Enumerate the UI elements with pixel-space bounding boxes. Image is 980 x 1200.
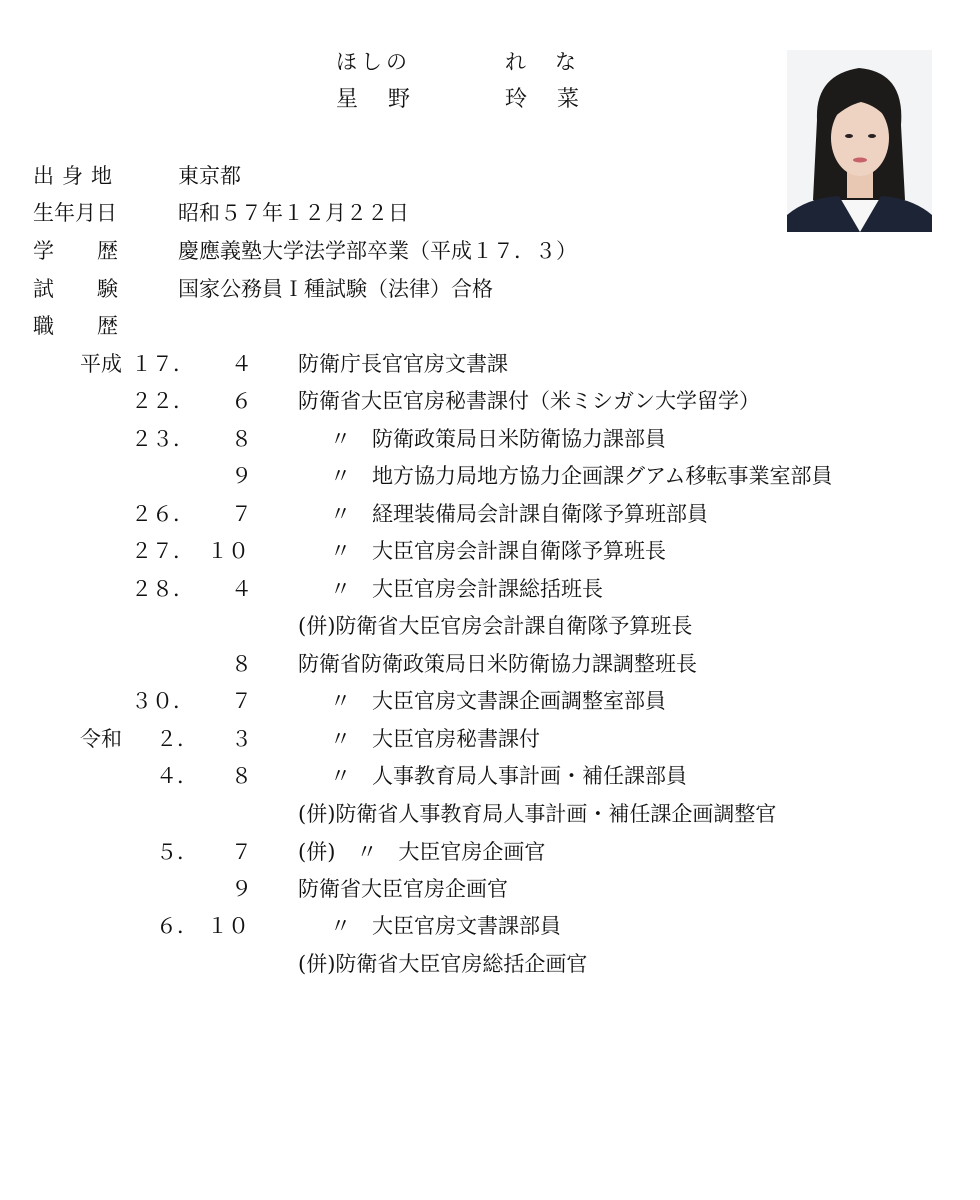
profile-value-education: 慶應義塾大学法学部卒業（平成１７．３）: [178, 239, 577, 263]
career-ditto: 〃: [330, 539, 351, 563]
career-ditto: 〃: [330, 502, 351, 526]
career-era: 令和: [80, 727, 122, 751]
career-month: ８: [231, 652, 252, 676]
career-ditto: 〃: [330, 727, 351, 751]
profile-value-exam: 国家公務員Ｉ種試験（法律）合格: [178, 277, 493, 301]
profile-label-exam: 試 験: [33, 277, 129, 301]
career-text: 大臣官房文書課企画調整室部員: [372, 689, 666, 713]
career-ditto: 〃: [330, 464, 351, 488]
career-ditto: 〃: [330, 427, 351, 451]
profile-value-birthplace: 東京都: [178, 164, 241, 188]
career-month: １０: [207, 914, 249, 938]
career-text: 大臣官房会計課自衛隊予算班長: [372, 539, 666, 563]
career-month: ８: [231, 764, 252, 788]
career-month: ７: [231, 840, 252, 864]
career-text: 防衛省大臣官房企画官: [298, 877, 508, 901]
career-ditto: 〃: [330, 914, 351, 938]
career-text: 大臣官房秘書課付: [372, 727, 540, 751]
profile-label-birthplace: 出身地: [33, 164, 120, 188]
career-year: ２．: [156, 727, 198, 751]
career-text: (併)防衛省人事教育局人事計画・補任課企画調整官: [298, 802, 777, 826]
career-year: １７．: [131, 352, 194, 376]
name-reading-given: れ な: [505, 50, 580, 74]
profile-label-education: 学 歴: [33, 239, 129, 263]
profile-value-birthdate: 昭和５７年１２月２２日: [178, 201, 409, 225]
career-year: ２３．: [131, 427, 194, 451]
career-year: ２８．: [131, 577, 194, 601]
name-reading-family: ほしの: [336, 50, 411, 74]
profile-label-birthdate: 生年月日: [33, 201, 117, 225]
career-year: ３０．: [131, 689, 194, 713]
career-year: ６．: [156, 914, 198, 938]
career-text: 大臣官房会計課総括班長: [372, 577, 603, 601]
career-year: ２２．: [131, 389, 194, 413]
career-year: ２７．: [131, 539, 194, 563]
career-ditto: 〃: [330, 577, 351, 601]
career-text: 防衛省防衛政策局日米防衛協力課調整班長: [298, 652, 697, 676]
career-text: (併)防衛省大臣官房会計課自衛隊予算班長: [298, 614, 693, 638]
name-given: 玲 菜: [505, 87, 584, 112]
career-year: ４．: [156, 764, 198, 788]
career-year: ５．: [156, 840, 198, 864]
career-month: ４: [231, 352, 252, 376]
career-text: (併)防衛省大臣官房総括企画官: [298, 952, 588, 976]
career-month: ６: [231, 389, 252, 413]
career-year: ２６．: [131, 502, 194, 526]
career-text: 人事教育局人事計画・補任課部員: [372, 764, 687, 788]
career-text: 防衛省大臣官房秘書課付（米ミシガン大学留学）: [298, 389, 760, 413]
career-month: ４: [231, 577, 252, 601]
career-month: ９: [231, 877, 252, 901]
career-text: 大臣官房文書課部員: [372, 914, 561, 938]
career-ditto: 〃: [330, 764, 351, 788]
portrait-photo: [787, 50, 932, 232]
career-month: １０: [207, 539, 249, 563]
career-month: ７: [231, 689, 252, 713]
career-text: (併) 〃 大臣官房企画官: [298, 840, 546, 864]
portrait-icon: [787, 50, 932, 232]
career-month: ８: [231, 427, 252, 451]
career-text: 経理装備局会計課自衛隊予算班部員: [372, 502, 708, 526]
career-text: 防衛政策局日米防衛協力課部員: [372, 427, 666, 451]
career-month: ７: [231, 502, 252, 526]
career-text: 地方協力局地方協力企画課グアム移転事業室部員: [372, 464, 833, 488]
career-month: ３: [231, 727, 252, 751]
career-era: 平成: [80, 352, 122, 376]
career-ditto: 〃: [330, 689, 351, 713]
name-family: 星 野: [336, 87, 415, 112]
career-month: ９: [231, 464, 252, 488]
career-text: 防衛庁長官官房文書課: [298, 352, 508, 376]
profile-label-career: 職 歴: [33, 314, 129, 338]
